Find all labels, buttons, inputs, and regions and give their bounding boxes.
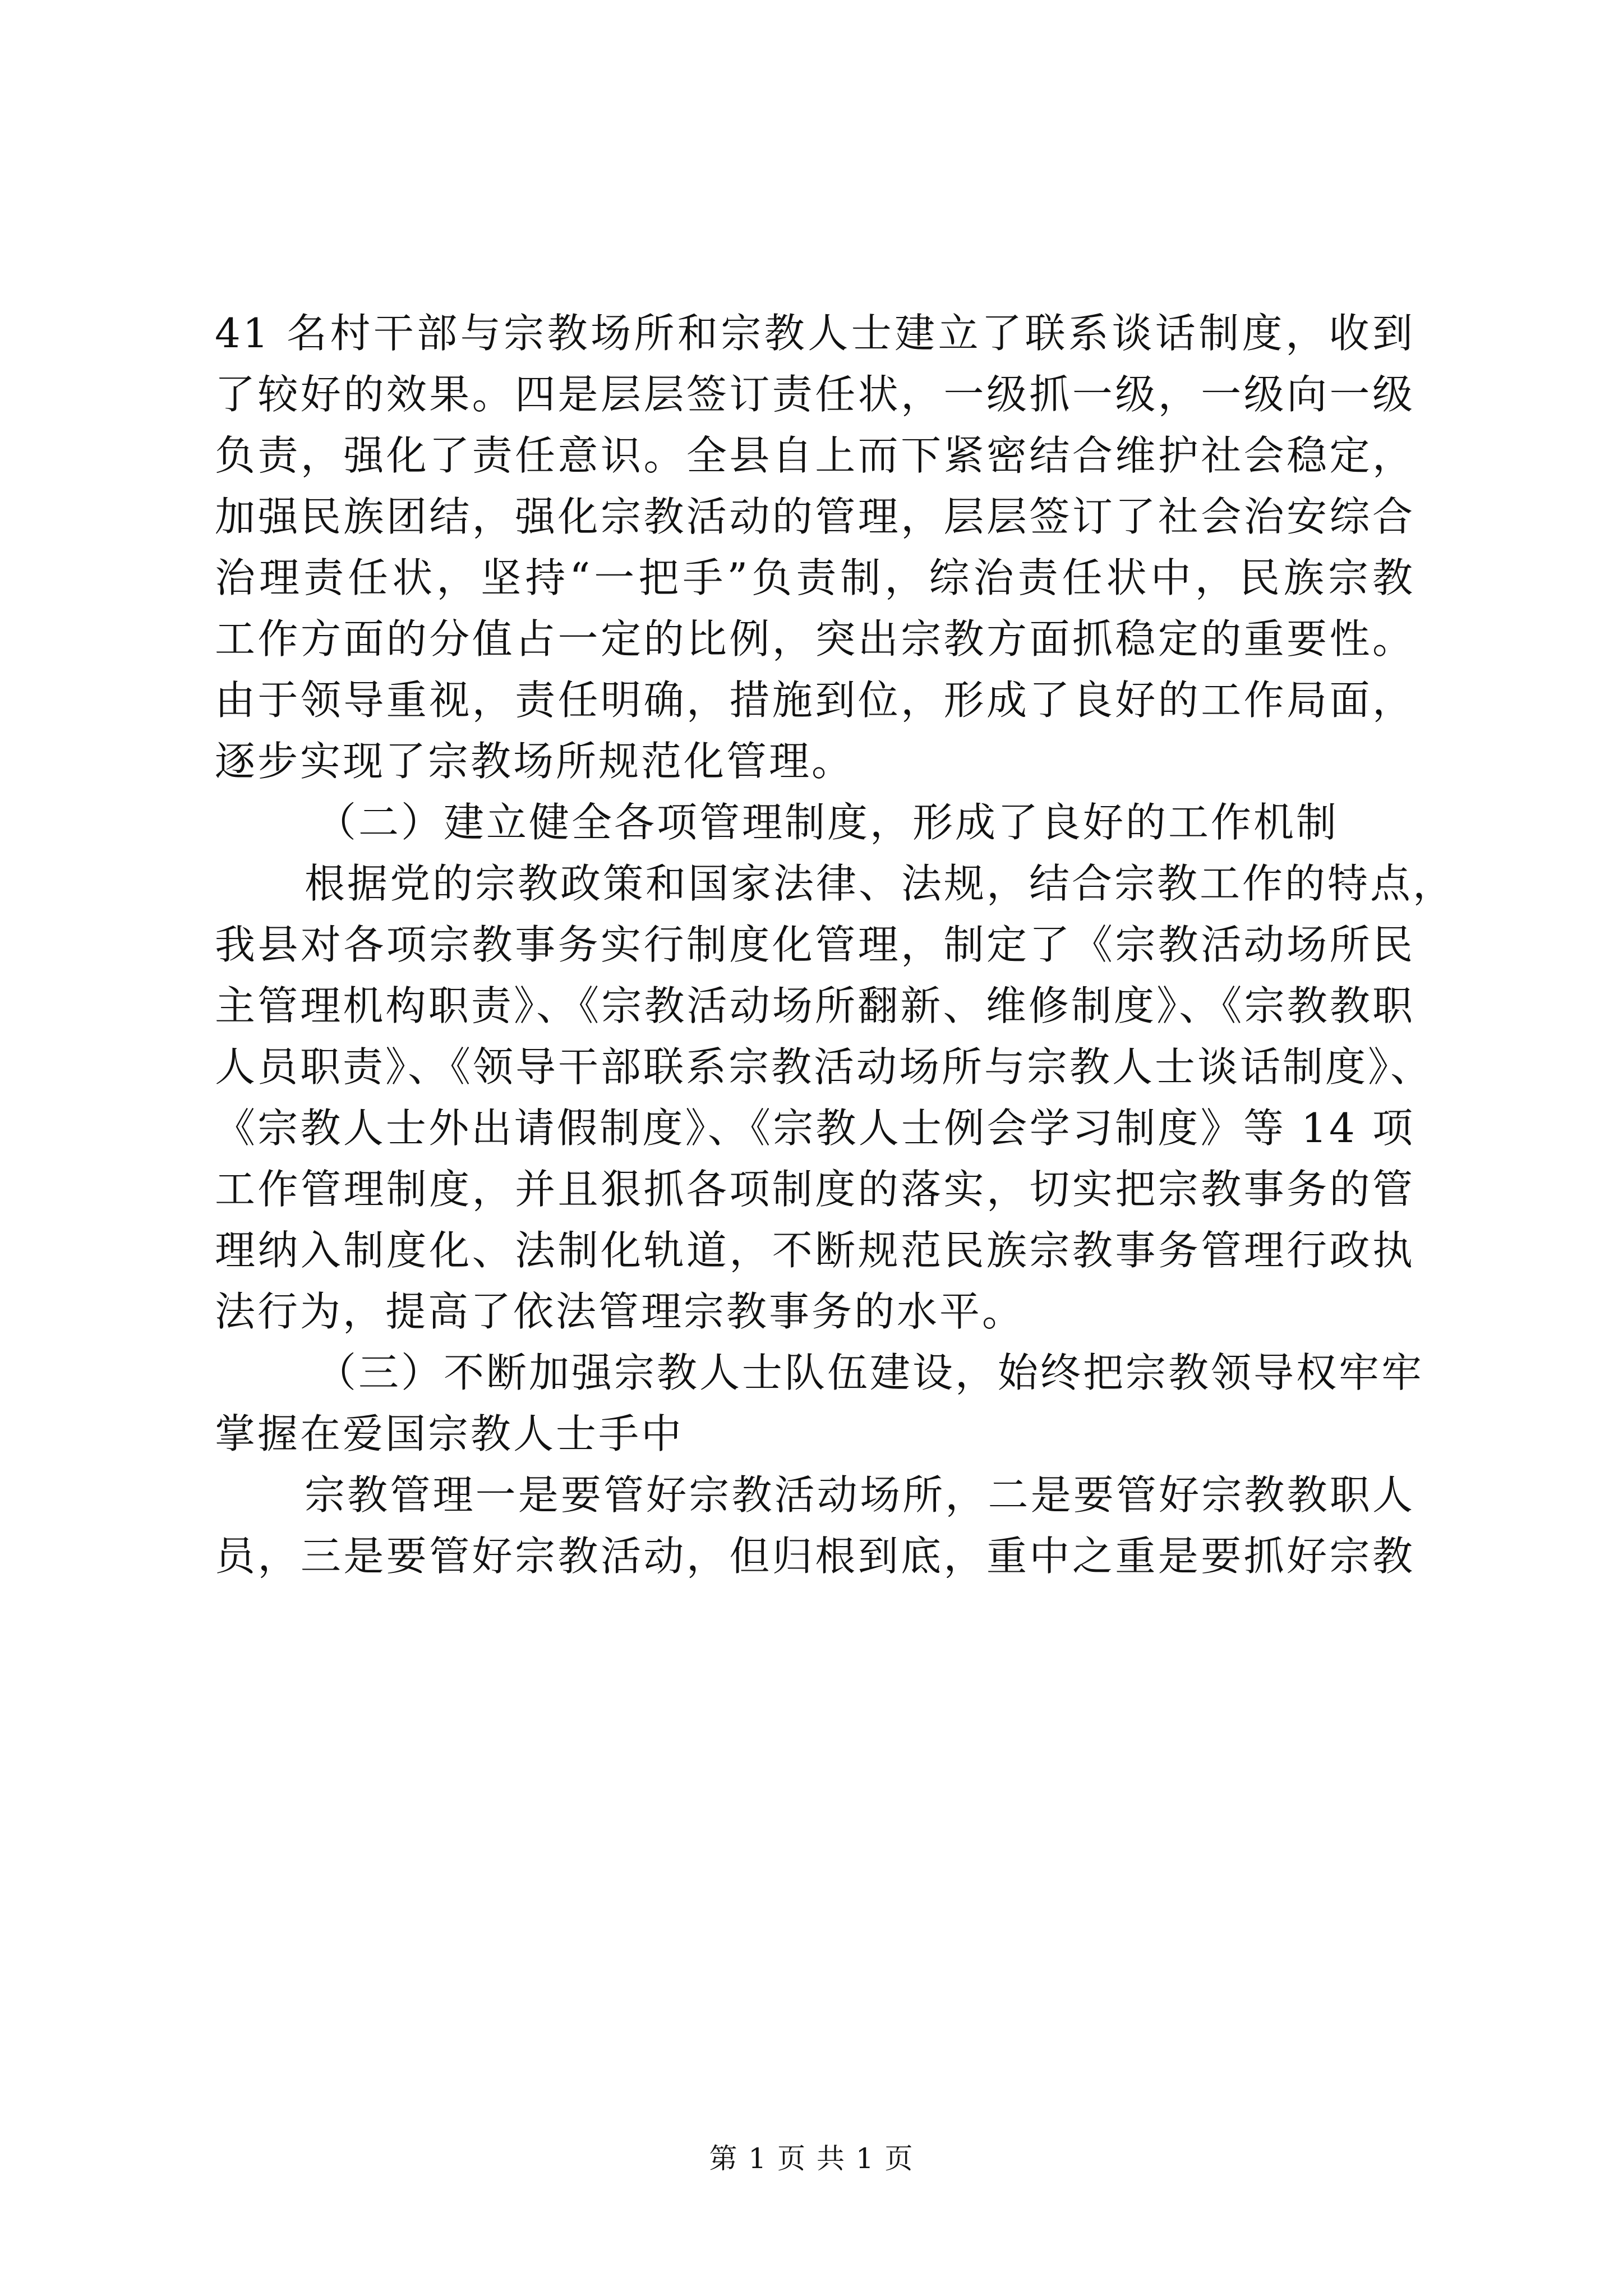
text-line: 治理责任状，坚持“一把手”负责制，综治责任状中，民族宗教 bbox=[215, 554, 1415, 601]
text-line: 理纳入制度化、法制化轨道，不断规范民族宗教事务管理行政执 bbox=[215, 1227, 1415, 1274]
text-line: 工作方面的分值占一定的比例，突出宗教方面抓稳定的重要性。 bbox=[215, 615, 1415, 662]
text-line: 根据党的宗教政策和国家法律、法规，结合宗教工作的特点， bbox=[305, 860, 1456, 907]
body-text bbox=[215, 303, 1456, 1587]
text-line: 工作管理制度，并且狠抓各项制度的落实，切实把宗教事务的管 bbox=[215, 1166, 1415, 1213]
text-line: 人员职责》、《领导干部联系宗教活动场所与宗教人士谈话制度》、 bbox=[215, 1043, 1433, 1091]
text-line: 法行为，提高了依法管理宗教事务的水平。 bbox=[215, 1288, 1025, 1335]
text-line: 41 名村干部与宗教场所和宗教人士建立了联系谈话制度，收到 bbox=[215, 310, 1415, 357]
text-line: 我县对各项宗教事务实行制度化管理，制定了《宗教活动场所民 bbox=[215, 921, 1415, 968]
text-line: 宗教管理一是要管好宗教活动场所，二是要管好宗教教职人 bbox=[305, 1471, 1415, 1519]
text-line: 逐步实现了宗教场所规范化管理。 bbox=[215, 738, 855, 785]
section-heading: （三）不断加强宗教人士队伍建设，始终把宗教领导权牢牢 bbox=[316, 1349, 1424, 1396]
text-line: 由于领导重视，责任明确，措施到位，形成了良好的工作局面， bbox=[215, 677, 1415, 724]
text-line: 负责，强化了责任意识。全县自上而下紧密结合维护社会稳定， bbox=[215, 432, 1415, 479]
text-line: 加强民族团结，强化宗教活动的管理，层层签订了社会治安综合 bbox=[215, 493, 1415, 540]
page-number-footer: 第 1 页 共 1 页 bbox=[709, 2142, 914, 2175]
text-line: 主管理机构职责》、《宗教活动场所翻新、维修制度》、《宗教教职 bbox=[215, 982, 1415, 1029]
section-heading: （二）建立健全各项管理制度，形成了良好的工作机制 bbox=[316, 799, 1339, 846]
section-heading-continued: 掌握在爱国宗教人士手中 bbox=[215, 1410, 684, 1457]
text-line: 员，三是要管好宗教活动，但归根到底，重中之重是要抓好宗教 bbox=[215, 1533, 1415, 1580]
text-line: 《宗教人士外出请假制度》、《宗教人士例会学习制度》等 14 项 bbox=[215, 1105, 1415, 1152]
text-line: 了较好的效果。四是层层签订责任状，一级抓一级，一级向一级 bbox=[215, 371, 1415, 418]
